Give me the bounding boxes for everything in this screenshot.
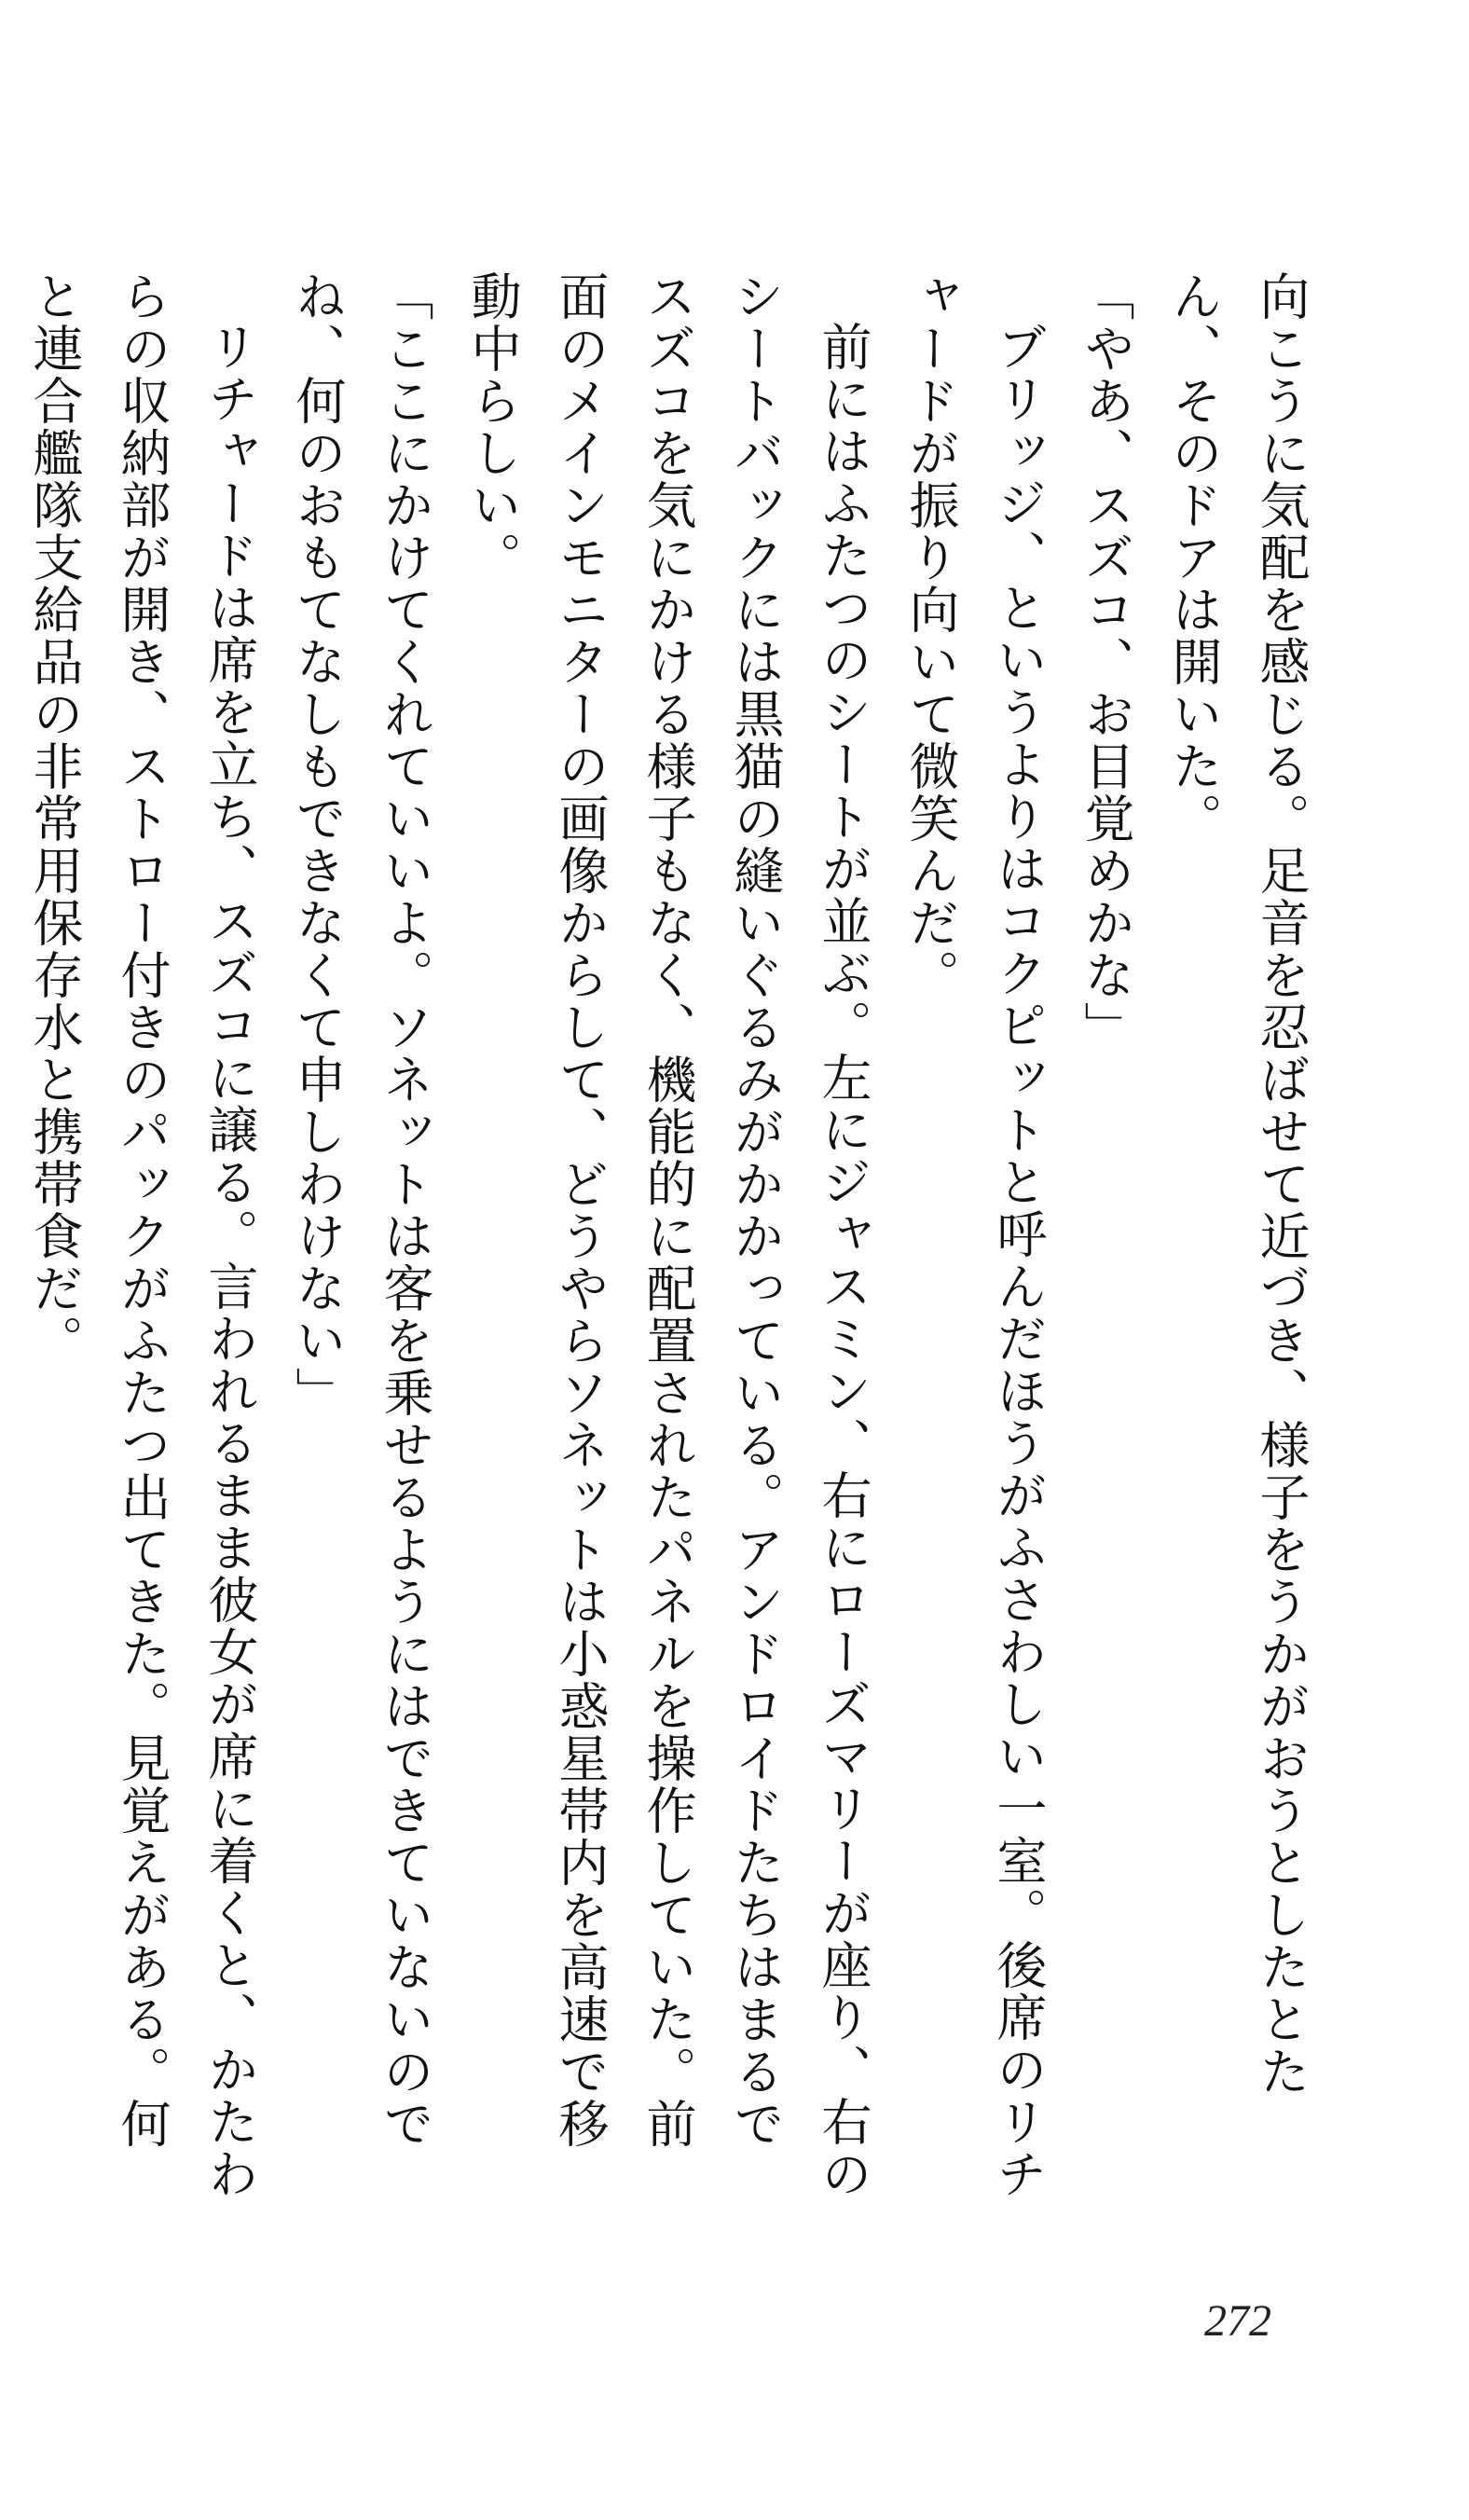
paragraph-4: 前にはふたつのシートが並ぶ。左にジャスミン、右にローズマリーが座り、右のシートバックには黒猫の縫いぐるみがかかっている。アンドロイドたちはまるでスズコを気にかける様子もなく、機能的に配置されたパネルを操作していた。前面のメインモニターの画像からして、どうやらソネットは小惑星帯内を高速で移動中らしい。 <box>463 270 872 2200</box>
paragraph-6: リチャードは席を立ち、スズコに譲る。言われるまま彼女が席に着くと、かたわらの収納部が開き、ストロー付きのパックがふたつ出てきた。見覚えがある。何と連合艦隊支給品の非常用保存水と携帯食だ。 <box>25 270 259 2200</box>
paragraph-3: ブリッジ、というよりはコクピットと呼んだほうがふさわしい一室。後席のリチャードが振り向いて微笑んだ。 <box>901 270 1048 2200</box>
paragraph-7 <box>0 270 10 2200</box>
paragraph-1: 向こうに気配を感じる。足音を忍ばせて近づき、様子をうかがおうとしたとたん、そのドアは開いた。 <box>1164 270 1311 2098</box>
page-number: 272 <box>1204 2296 1271 2346</box>
body-text <box>25 270 1325 2200</box>
paragraph-2: 「やあ、スズコ、お目覚めかな」 <box>1077 270 1135 1053</box>
paragraph-5: 「ここにかけてくれていいよ。ソネットは客を乗せるようにはできていないのでね、何のおもてなしもできなくて申しわけない」 <box>288 270 434 2150</box>
